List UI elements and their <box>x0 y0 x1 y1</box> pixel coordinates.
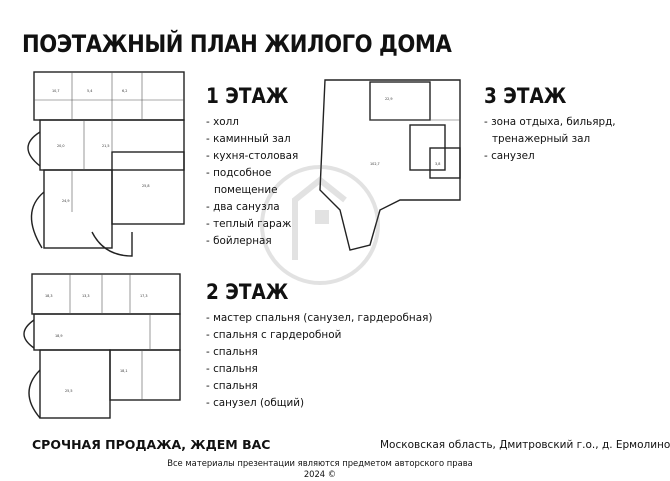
svg-text:22,9: 22,9 <box>385 97 393 101</box>
svg-text:25,8: 25,8 <box>142 184 150 188</box>
page-title: ПОЭТАЖНЫЙ ПЛАН ЖИЛОГО ДОМА <box>22 30 452 58</box>
floor2-feature: - спальня <box>206 361 432 378</box>
floor1-feature: - кухня-столовая <box>206 148 298 165</box>
copyright-year: 2024 © <box>303 469 337 479</box>
floor3-feature: - санузел <box>484 148 616 165</box>
svg-text:18,3: 18,3 <box>45 294 53 298</box>
floor1-feature: - каминный зал <box>206 131 298 148</box>
floor2-feature: - санузел (общий) <box>206 395 432 412</box>
floor1-feature: - два санузла <box>206 199 298 216</box>
location-label: Московская область, Дмитровский г.о., д. Ермолино <box>380 439 670 451</box>
floor2-plan <box>10 262 198 432</box>
svg-text:6,2: 6,2 <box>122 89 128 93</box>
svg-text:24,9: 24,9 <box>62 199 70 203</box>
svg-text:10,7: 10,7 <box>52 89 60 93</box>
floor1-feature: - бойлерная <box>206 233 298 250</box>
floor3-feature: - зона отдыха, бильярд, <box>484 114 616 131</box>
svg-text:20,0: 20,0 <box>57 144 65 148</box>
floor2-feature: - спальня с гардеробной <box>206 327 432 344</box>
floor1-feature: - холл <box>206 114 298 131</box>
floor2-feature: - спальня <box>206 378 432 395</box>
svg-text:17,3: 17,3 <box>140 294 148 298</box>
copyright-notice: Все материалы презентации являются предметом авторского права <box>167 458 473 468</box>
svg-text:25,5: 25,5 <box>65 389 73 393</box>
svg-text:13,3: 13,3 <box>82 294 90 298</box>
floor2-feature-list <box>206 310 432 412</box>
svg-text:21,5: 21,5 <box>102 144 110 148</box>
svg-text:18,1: 18,1 <box>120 369 128 373</box>
urgent-sale-label: СРОЧНАЯ ПРОДАЖА, ЖДЕМ ВАС <box>32 437 271 452</box>
floor1-plan <box>12 62 198 257</box>
svg-text:3,8: 3,8 <box>435 162 441 166</box>
svg-text:5,4: 5,4 <box>87 89 93 93</box>
floor2-feature: - спальня <box>206 344 432 361</box>
floor1-feature: помещение <box>214 184 278 196</box>
svg-text:102,7: 102,7 <box>370 162 380 166</box>
floor1-heading: 1 ЭТАЖ <box>206 84 289 108</box>
floor2-feature: - мастер спальня (санузел, гардеробная) <box>206 310 432 327</box>
floor1-feature-list <box>206 114 298 250</box>
floor3-heading: 3 ЭТАЖ <box>484 84 567 108</box>
floor2-heading: 2 ЭТАЖ <box>206 280 289 304</box>
floor1-feature: - подсобное <box>206 165 298 182</box>
svg-text:18,9: 18,9 <box>55 334 63 338</box>
floor3-feature: тренажерный зал <box>492 133 591 145</box>
floor3-feature-list <box>484 114 616 165</box>
floor1-feature: - теплый гараж <box>206 216 298 233</box>
